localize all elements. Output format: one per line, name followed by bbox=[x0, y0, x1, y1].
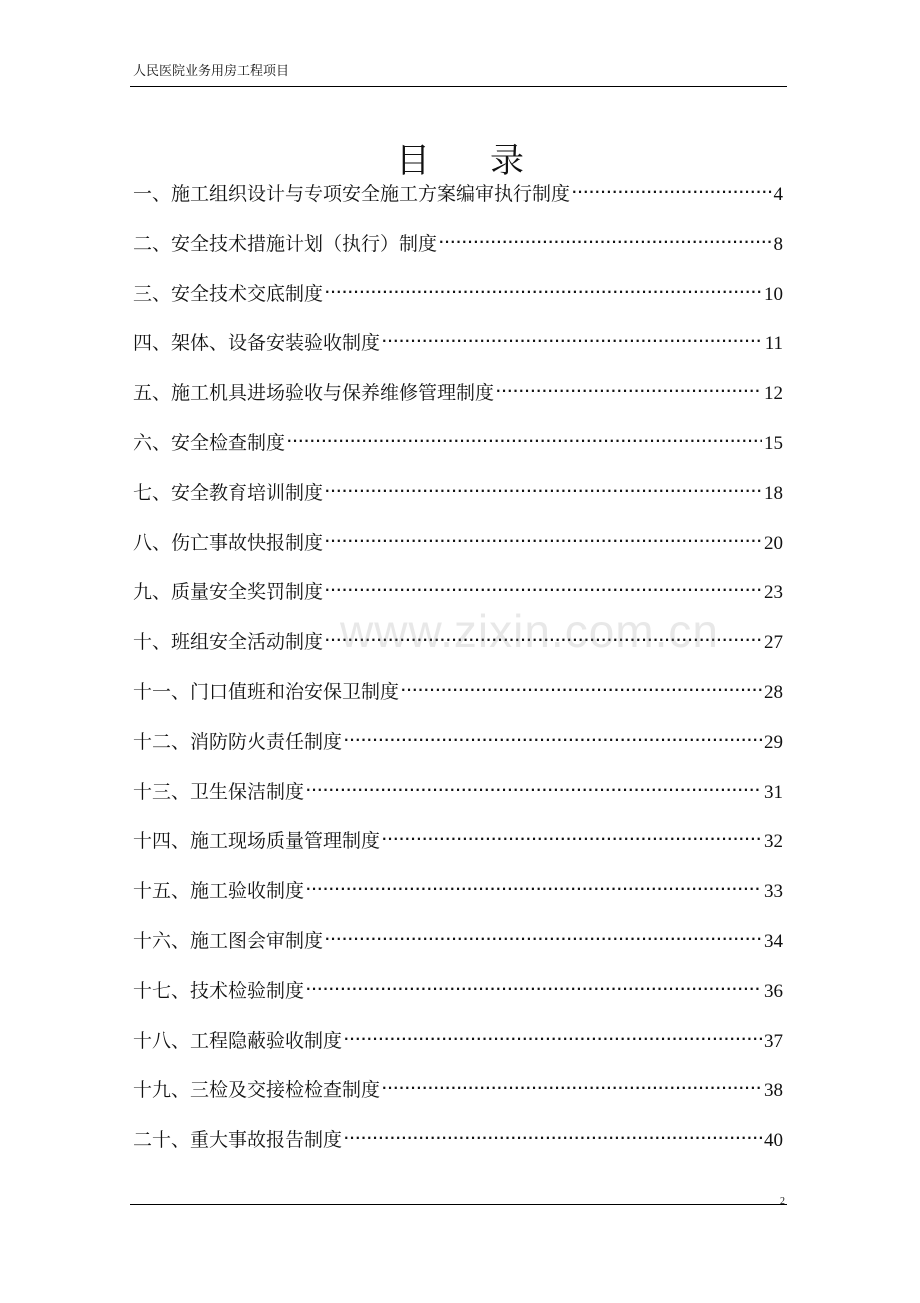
toc-dot-leader bbox=[401, 672, 762, 708]
toc-entry-page-number: 29 bbox=[764, 731, 783, 753]
page-title: 目录 bbox=[396, 140, 584, 181]
toc-entry-page-number: 18 bbox=[764, 482, 783, 504]
toc-dot-leader bbox=[572, 174, 771, 210]
toc-entry-page-number: 36 bbox=[764, 980, 783, 1002]
toc-entry-page-number: 27 bbox=[764, 632, 783, 654]
toc-entry[interactable] bbox=[133, 774, 783, 824]
toc-entry-label: 三、安全技术交底制度 bbox=[133, 282, 324, 305]
toc-entry[interactable] bbox=[133, 176, 783, 226]
toc-dot-leader bbox=[382, 821, 762, 857]
toc-entry[interactable] bbox=[133, 1122, 783, 1172]
toc-entry-page-number: 23 bbox=[764, 582, 783, 604]
toc-entry-label: 十二、消防防火责任制度 bbox=[133, 730, 343, 753]
toc-dot-leader bbox=[325, 523, 762, 559]
toc-entry[interactable] bbox=[133, 873, 783, 923]
toc-dot-leader bbox=[325, 473, 762, 509]
toc-entry[interactable] bbox=[133, 226, 783, 276]
toc-dot-leader bbox=[325, 572, 762, 608]
toc-dot-leader bbox=[382, 323, 763, 359]
table-of-contents bbox=[133, 176, 783, 1172]
toc-entry-label: 九、质量安全奖罚制度 bbox=[133, 581, 324, 604]
toc-entry[interactable] bbox=[133, 674, 783, 724]
toc-entry-label: 一、施工组织设计与专项安全施工方案编审执行制度 bbox=[133, 183, 571, 205]
toc-entry-page-number: 32 bbox=[764, 831, 783, 853]
toc-entry-label: 五、施工机具进场验收与保养维修管理制度 bbox=[133, 382, 495, 405]
toc-entry-label: 十七、技术检验制度 bbox=[133, 979, 305, 1002]
toc-entry-page-number: 31 bbox=[764, 781, 783, 803]
toc-entry-page-number: 10 bbox=[764, 283, 783, 305]
toc-entry[interactable] bbox=[133, 276, 783, 326]
toc-dot-leader bbox=[344, 722, 762, 758]
toc-entry-page-number: 33 bbox=[764, 881, 783, 903]
toc-entry-label: 十三、卫生保洁制度 bbox=[133, 780, 305, 803]
toc-entry-page-number: 11 bbox=[764, 333, 783, 355]
toc-entry-label: 六、安全检查制度 bbox=[133, 431, 286, 454]
toc-entry[interactable] bbox=[133, 1072, 783, 1122]
toc-entry-label: 十、班组安全活动制度 bbox=[133, 631, 324, 654]
toc-entry[interactable] bbox=[133, 973, 783, 1023]
toc-dot-leader bbox=[287, 423, 762, 459]
toc-entry-page-number: 38 bbox=[764, 1080, 783, 1102]
toc-entry-page-number: 40 bbox=[764, 1130, 783, 1152]
toc-entry-page-number: 12 bbox=[764, 383, 783, 405]
toc-dot-leader bbox=[306, 871, 762, 907]
toc-dot-leader bbox=[344, 1021, 762, 1057]
footer-divider bbox=[130, 1204, 787, 1205]
toc-entry[interactable] bbox=[133, 724, 783, 774]
toc-entry-label: 二十、重大事故报告制度 bbox=[133, 1129, 343, 1152]
toc-dot-leader bbox=[496, 373, 762, 409]
toc-entry-page-number: 15 bbox=[764, 432, 783, 454]
toc-dot-leader bbox=[325, 622, 762, 658]
toc-entry[interactable] bbox=[133, 823, 783, 873]
toc-entry-label: 二、安全技术措施计划（执行）制度 bbox=[133, 232, 438, 255]
toc-entry[interactable] bbox=[133, 525, 783, 575]
toc-entry[interactable] bbox=[133, 325, 783, 375]
toc-entry-label: 十九、三检及交接检检查制度 bbox=[133, 1079, 381, 1102]
toc-entry-label: 十六、施工图会审制度 bbox=[133, 929, 324, 952]
page-header-project-name: 人民医院业务用房工程项目 bbox=[133, 64, 290, 79]
header-divider bbox=[130, 86, 787, 87]
toc-entry-label: 十四、施工现场质量管理制度 bbox=[133, 830, 381, 853]
watermark: www.zixin.com.cn bbox=[340, 605, 719, 657]
toc-entry-label: 八、伤亡事故快报制度 bbox=[133, 531, 324, 554]
toc-entry-page-number: 20 bbox=[764, 532, 783, 554]
toc-entry[interactable] bbox=[133, 574, 783, 624]
page-number: 2 bbox=[780, 1196, 785, 1207]
toc-entry-label: 四、架体、设备安装验收制度 bbox=[133, 332, 381, 355]
toc-entry[interactable] bbox=[133, 425, 783, 475]
toc-entry-label: 十一、门口值班和治安保卫制度 bbox=[133, 680, 400, 703]
toc-dot-leader bbox=[306, 772, 762, 808]
toc-entry-page-number: 8 bbox=[773, 233, 783, 255]
toc-entry-label: 七、安全教育培训制度 bbox=[133, 481, 324, 504]
toc-dot-leader bbox=[325, 921, 762, 957]
toc-dot-leader bbox=[344, 1120, 762, 1156]
toc-entry[interactable] bbox=[133, 375, 783, 425]
toc-entry[interactable] bbox=[133, 475, 783, 525]
toc-dot-leader bbox=[439, 224, 771, 260]
toc-entry[interactable] bbox=[133, 923, 783, 973]
toc-entry-page-number: 34 bbox=[764, 930, 783, 952]
toc-entry-label: 十八、工程隐蔽验收制度 bbox=[133, 1029, 343, 1052]
toc-entry[interactable] bbox=[133, 624, 783, 674]
toc-dot-leader bbox=[306, 971, 762, 1007]
toc-dot-leader bbox=[325, 274, 762, 310]
toc-entry-page-number: 37 bbox=[764, 1030, 783, 1052]
toc-entry-label: 十五、施工验收制度 bbox=[133, 880, 305, 903]
toc-dot-leader bbox=[382, 1070, 762, 1106]
toc-entry-page-number: 4 bbox=[773, 184, 783, 205]
toc-entry[interactable] bbox=[133, 1023, 783, 1073]
toc-entry-page-number: 28 bbox=[764, 681, 783, 703]
